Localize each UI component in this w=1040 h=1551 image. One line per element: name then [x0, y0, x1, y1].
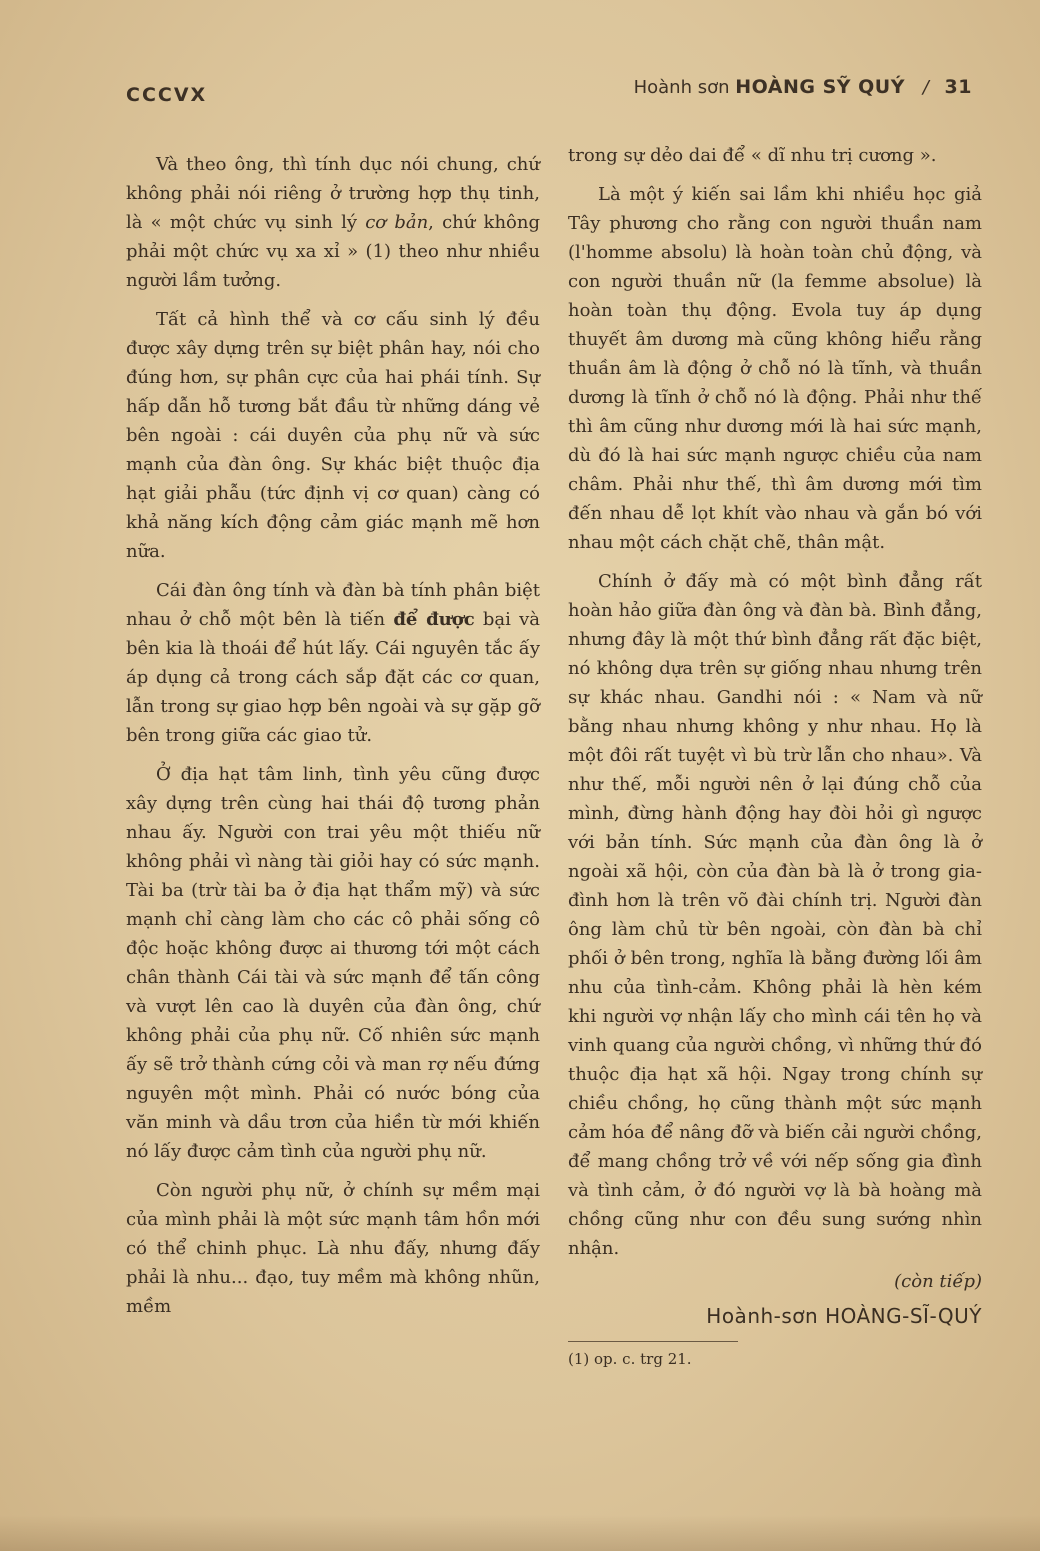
italic-term: cơ bản — [365, 212, 429, 233]
author-name: HOÀNG SỸ QUÝ — [735, 76, 905, 98]
text-run: Cái đàn ông tính và đàn bà tính phân biệt nhau ở chỗ một bên là tiến — [126, 580, 540, 630]
bold-term: để được — [393, 609, 475, 630]
page-number: 31 — [944, 76, 972, 98]
text-run: bại và bên kia là thoái để hút lấy. Cái nguyên tắc ấy áp dụng cả trong cách sắp đặt các cơ quan, lẫn trong sự giao hợp bên ngoài và sự gặp gỡ bên trong giữa các giao tử. — [126, 609, 540, 746]
author-short: Hoành sơn — [633, 77, 730, 98]
paragraph: Ở địa hạt tâm linh, tình yêu cũng được xây dựng trên cùng hai thái độ tương phản nhau ấy. Người con trai yêu một thiếu nữ không phải vì nàng tài giỏi hay có sức mạnh. Tài ba (trừ tài ba ở địa hạt thẩm mỹ) và sức mạnh chỉ càng làm cho các cô phải sống cô độc hoặc không được ai thương tới một cách chân thành Cái tài và sức mạnh để tấn công và vượt lên cao là duyên của đàn ông, chứ không phải của phụ nữ. Cố nhiên sức mạnh ấy sẽ trở thành cứng cỏi và man rợ nếu đứng nguyên một mình. Phải có nước bóng của văn minh và dầu trơn của hiền từ mới khiến nó lấy được cảm tình của người phụ nữ. — [126, 764, 540, 1162]
paragraph — [126, 150, 540, 295]
issue-number: CCCVX — [126, 84, 208, 106]
paragraph: Chính ở đấy mà có một bình đẳng rất hoàn hảo giữa đàn ông và đàn bà. Bình đẳng, nhưng đây là một thứ bình đẳng rất đặc biệt, nó không dựa trên sự giống nhau nhưng trên sự khác nhau. Gandhi nói : « Nam và nữ bằng nhau nhưng không y như nhau. Họ là một đôi rất tuyệt vì bù trừ lẫn cho nhau». Và như thế, mỗi người nên ở lại đúng chỗ của mình, đừng hành động hay đòi hỏi gì ngược với bản tính. Sức mạnh của đàn ông là ở ngoài xã hội, còn của đàn bà là ở trong gia-đình hơn là trên võ đài chính trị. Người đàn ông làm chủ từ bên ngoài, còn đàn bà chỉ phối ở bên trong, nghĩa là bằng đường lối âm nhu của tình-cảm. Không phải là hèn kém khi người vợ nhận lấy cho mình cái tên họ và vinh quang của người chồng, vì những thứ đó thuộc địa hạt xã hội. Ngay trong chính sự chiều chồng, họ cũng thành một sức mạnh cảm hóa để nâng đỡ và biến cải người chồng, để mang chồng trở về với nếp sống gia đình và tình cảm, ở đó người vợ là bà hoàng mà chồng cũng như con đều sung sướng nhìn nhận. — [568, 571, 982, 1259]
text-run: , chứ không phải một chức vụ xa xỉ » (1) theo như nhiều người lầm tưởng. — [126, 212, 540, 291]
author-signature: Hoành-sơn HOÀNG-SĨ-QUÝ — [706, 1304, 982, 1328]
page-header — [0, 76, 1040, 110]
right-column — [568, 141, 982, 1370]
footnote-rule — [568, 1341, 738, 1342]
paragraph: Là một ý kiến sai lầm khi nhiều học giả Tây phương cho rằng con người thuần nam (l'homme absolu) là hoàn toàn chủ động, và con người thuần nữ (la femme absolue) là hoàn toàn thụ động. Evola tuy áp dụng thuyết âm dương mà cũng không hiểu rằng thuần âm là động ở chỗ nó là tĩnh, và thuần dương là tĩnh ở chỗ nó là động. Phải như thế thì âm cũng như dương mới là hai sức mạnh, dù đó là hai sức mạnh ngược chiều của nam châm. Phải như thế, thì âm dương mới tìm đến nhau dễ lọt khít vào nhau và gắn bó với nhau một cách chặt chẽ, thân mật. — [568, 184, 982, 553]
paragraph: trong sự dẻo dai để « dĩ nhu trị cương ». — [568, 145, 937, 166]
running-header — [634, 76, 972, 98]
text-run: Và theo ông, thì tính dục nói chung, chứ không phải nói riêng ở trường hợp thụ tinh, là « một chức vụ sinh lý — [126, 154, 540, 233]
continued-note: (còn tiếp) — [894, 1271, 982, 1292]
paragraph: Tất cả hình thể và cơ cấu sinh lý đều được xây dựng trên sự biệt phân hay, nói cho đúng hơn, sự phân cực của hai phái tính. Sự hấp dẫn hỗ tương bắt đầu từ những dáng vẻ bên ngoài : cái duyên của phụ nữ và sức mạnh của đàn ông. Sự khác biệt thuộc địa hạt giải phẫu (tức định vị cơ quan) càng có khả năng kích động cảm giác mạnh mẽ hơn nữa. — [126, 309, 540, 562]
paragraph — [126, 576, 540, 750]
header-separator: / — [922, 77, 929, 98]
paragraph: Còn người phụ nữ, ở chính sự mềm mại của mình phải là một sức mạnh tâm hồn mới có thể chinh phục. Là nhu đấy, nhưng đấy phải là nhu... đạo, tuy mềm mà không nhũn, mềm — [126, 1180, 540, 1317]
left-column — [126, 150, 540, 1331]
footnote: (1) op. c. trg 21. — [568, 1350, 692, 1368]
